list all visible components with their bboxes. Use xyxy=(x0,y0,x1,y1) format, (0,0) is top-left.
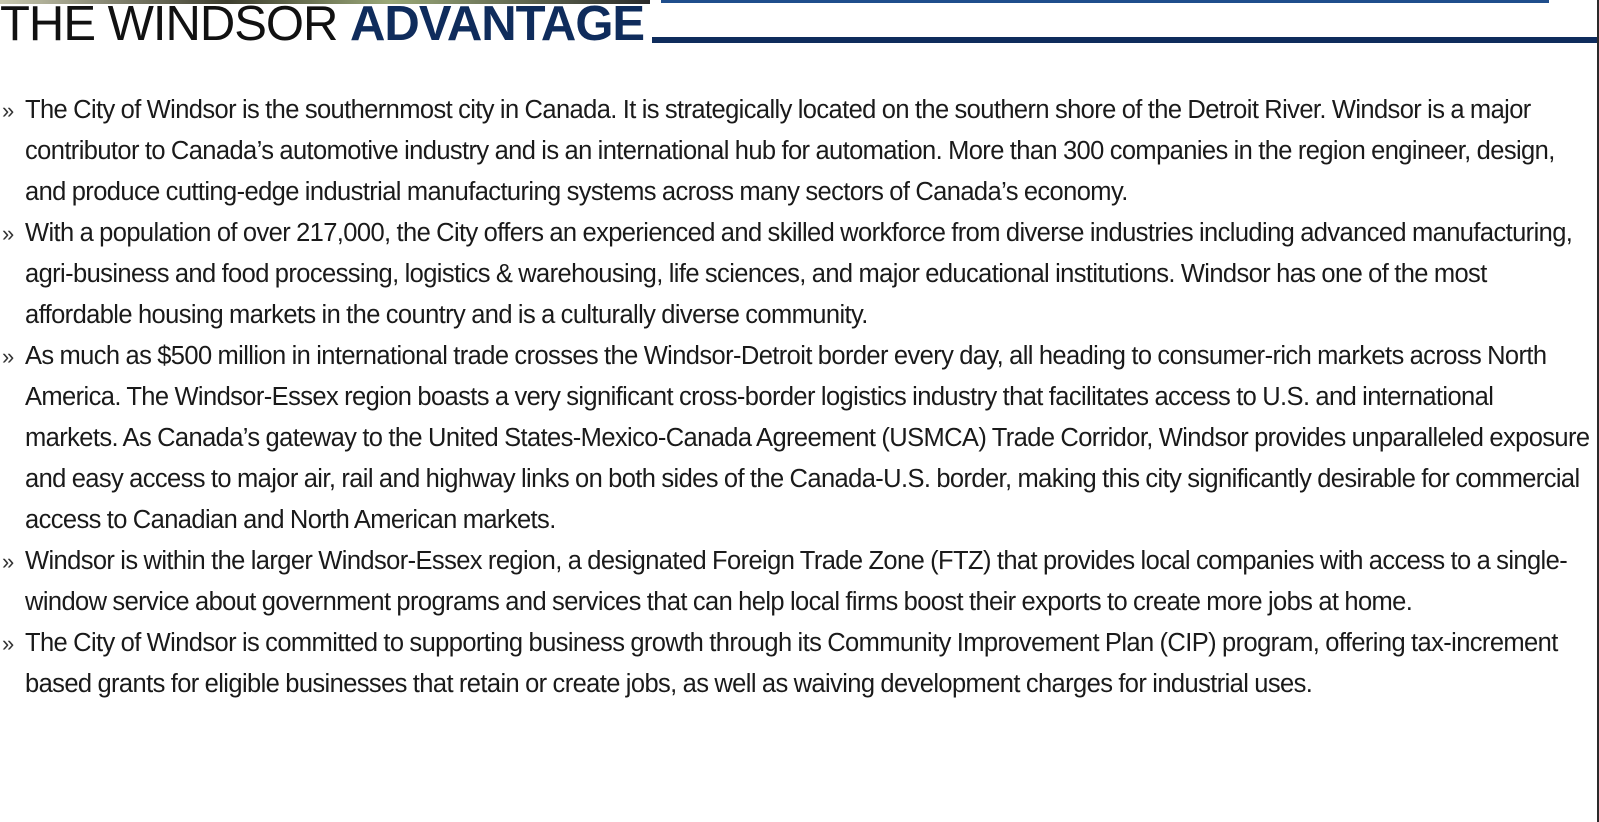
list-item xyxy=(0,623,1590,705)
bullet-chevron-icon: » xyxy=(2,98,14,123)
section-header xyxy=(0,0,1599,60)
list-item-text: Windsor is within the larger Windsor-Essex region, a designated Foreign Trade Zone (FTZ) that provides local companies with access to a single-window service about government programs and services that can help local firms boost their exports to create more jobs at home. xyxy=(25,547,1568,616)
bullet-chevron-icon: » xyxy=(2,631,14,656)
advantages-list xyxy=(0,90,1590,705)
list-item-text: With a population of over 217,000, the City offers an experienced and skilled workforce from diverse industries including advanced manufacturing, agri-business and food processing, logistics & warehousing, life sciences, and major educational institutions. Windsor has one of the most affordable housing markets in the country and is a culturally diverse community. xyxy=(25,219,1573,329)
section-title-light: THE WINDSOR xyxy=(0,0,351,51)
list-item xyxy=(0,336,1590,541)
list-item-text: As much as $500 million in international trade crosses the Windsor-Detroit border every day, all heading to consumer-rich markets across North America. The Windsor-Essex region boasts a very significant cross-border logistics industry that facilitates access to U.S. and international markets. As Canada’s gateway to the United States-Mexico-Canada Agreement (USMCA) Trade Corridor, Windsor provides unparalleled exposure and easy access to major air, rail and highway links on both sides of the Canada-U.S. border, making this city significantly desirable for commercial access to Canadian and North American markets. xyxy=(25,342,1590,534)
list-item-text: The City of Windsor is committed to supporting business growth through its Community Improvement Plan (CIP) program, offering tax-increment based grants for eligible businesses that retain or create jobs, as well as waiving development charges for industrial uses. xyxy=(25,629,1558,698)
section-title-bold: ADVANTAGE xyxy=(350,0,645,51)
section-title xyxy=(0,0,644,52)
title-underline-rule xyxy=(652,37,1597,43)
list-item xyxy=(0,90,1590,213)
bullet-chevron-icon: » xyxy=(2,344,14,369)
bullet-chevron-icon: » xyxy=(2,549,14,574)
list-item-text: The City of Windsor is the southernmost city in Canada. It is strategically located on the southern shore of the Detroit River. Windsor is a major contributor to Canada’s automotive industry and is an international hub for automation. More than 300 companies in the region engineer, design, and produce cutting-edge industrial manufacturing systems across many sectors of Canada’s economy. xyxy=(25,96,1555,206)
bullet-chevron-icon: » xyxy=(2,221,14,246)
list-item xyxy=(0,213,1590,336)
list-item xyxy=(0,541,1590,623)
